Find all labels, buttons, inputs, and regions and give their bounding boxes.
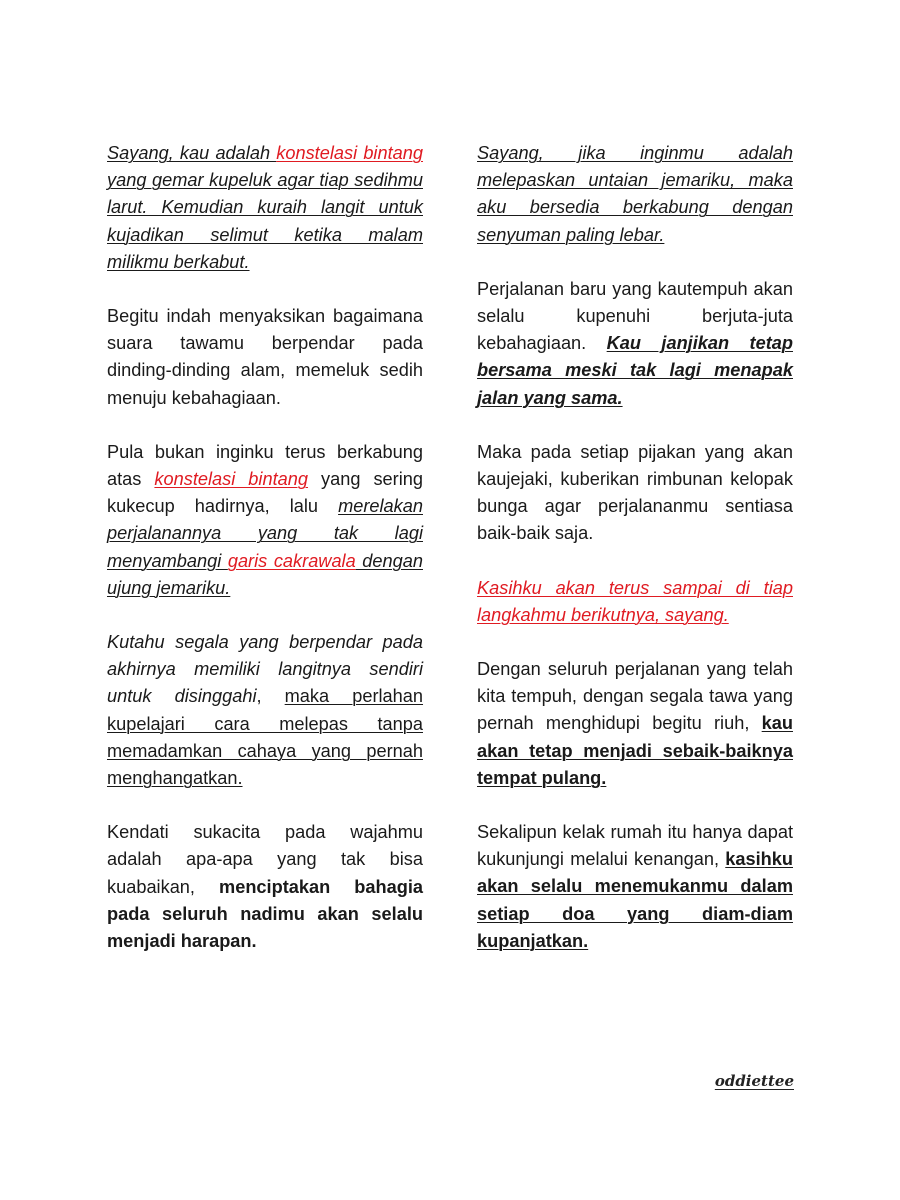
poem-paragraph (107, 819, 423, 955)
text-segment: dengan ujung jemariku. (107, 550, 423, 598)
highlighted-text: garis cakrawala (227, 550, 356, 571)
text-segment: merelakan perjalanannya yang tak lagi menyambangi (107, 496, 423, 571)
text-segment: , (256, 686, 285, 707)
poem-paragraph (477, 575, 793, 629)
poem-paragraph (477, 276, 793, 412)
text-segment: kau akan tetap menjadi sebaik-baiknya tempat pulang. (477, 713, 793, 788)
text-segment: Dengan seluruh perjalanan yang telah kita tempuh, dengan segala tawa yang pernah menghidupi begitu riuh, (477, 659, 793, 734)
text-segment: Begitu indah menyaksikan bagaimana suara tawamu berpendar pada dinding-dinding alam, memeluk sedih menuju kebahagiaan. (107, 306, 423, 408)
text-segment: yang gemar kupeluk agar tiap sedihmu larut. Kemudian kuraih langit untuk kujadikan selimut ketika malam milikmu berkabut. (107, 170, 423, 272)
text-segment: menciptakan bahagia pada seluruh nadimu akan selalu menjadi harapan. (107, 876, 423, 952)
text-segment: Pula bukan inginku terus berkabung atas (107, 441, 423, 490)
text-segment: yang sering kukecup hadirnya, lalu (107, 469, 423, 517)
poem-paragraph (107, 629, 423, 792)
highlighted-text: Kasihku akan terus sampai di tiap langkahmu berikutnya, sayang. (477, 577, 793, 625)
highlighted-text: konstelasi bintang (154, 469, 308, 490)
text-segment: Sekalipun kelak rumah itu hanya dapat kukunjungi melalui kenangan, (477, 822, 793, 870)
text-segment: Kau janjikan tetap bersama meski tak lagi menapak jalan yang sama. (477, 333, 793, 408)
highlighted-text: konstelasi bintang (276, 143, 423, 163)
text-segment: Sayang, kau adalah (107, 143, 277, 163)
left-column (107, 140, 423, 982)
text-segment: Maka pada setiap pijakan yang akan kaujejaki, kuberikan rimbunan kelopak bunga agar perjalananmu sentiasa baik-baik saja. (477, 441, 793, 544)
poem-paragraph (477, 656, 793, 792)
poem-paragraph (477, 439, 793, 548)
text-segment: Perjalanan baru yang kautempuh akan selalu kupenuhi berjuta-juta kebahagiaan. (477, 278, 793, 354)
text-segment: maka perlahan kupelajari cara melepas tanpa memadamkan cahaya yang pernah menghangatkan. (107, 686, 424, 789)
poem-paragraph (107, 303, 423, 412)
text-segment: kasihku akan selalu menemukanmu dalam setiap doa yang diam-diam kupanjatkan. (477, 849, 793, 951)
poem-paragraph (477, 819, 793, 955)
text-segment: Kendati sukacita pada wajahmu adalah apa-apa yang tak bisa kuabaikan, (107, 822, 423, 897)
text-segment: Kutahu segala yang berpendar pada akhirnya memiliki langitnya sendiri untuk disinggahi (107, 632, 423, 707)
poem-paragraph (107, 439, 423, 602)
right-column (477, 140, 793, 982)
text-segment: Sayang, jika inginmu adalah melepaskan untaian jemariku, maka aku bersedia berkabung dengan senyuman paling lebar. (477, 143, 793, 245)
author-signature: oddiettee (714, 1072, 794, 1090)
poem-paragraph (107, 140, 423, 276)
poem-paragraph (477, 140, 793, 249)
